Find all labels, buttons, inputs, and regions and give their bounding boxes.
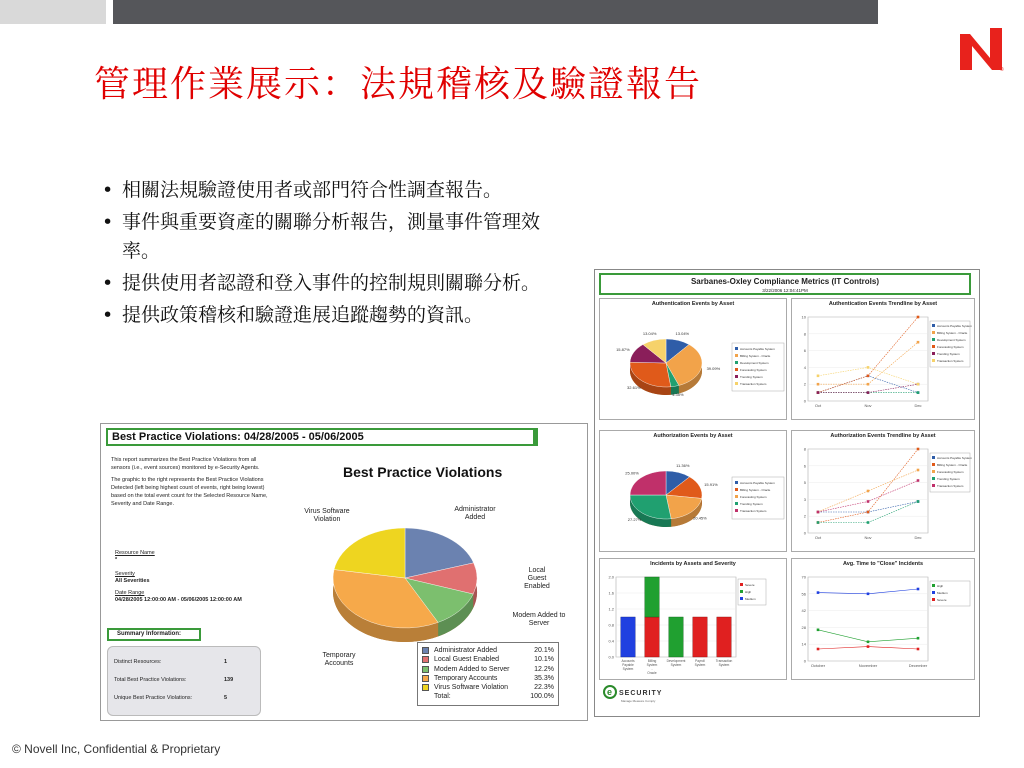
auth-legend-label: Billing System - Oracle bbox=[740, 354, 771, 358]
incidents-bar bbox=[669, 617, 683, 657]
authz-trend-legend-swatch bbox=[932, 477, 935, 480]
legend-swatch bbox=[422, 684, 429, 691]
incidents-xtick: Payable bbox=[622, 663, 634, 667]
authz-trend-ytick: 8 bbox=[803, 446, 806, 452]
close-time-ytick: 28 bbox=[801, 624, 806, 630]
close-time-legend-label: High bbox=[937, 584, 944, 588]
bp-slice-4 bbox=[334, 528, 405, 578]
summary-header: Summary Information: bbox=[107, 628, 201, 641]
authz-legend-swatch bbox=[735, 481, 738, 484]
report-description bbox=[111, 456, 271, 512]
auth-trend-point bbox=[867, 391, 870, 394]
auth-trend-xtick: Dec bbox=[914, 403, 922, 408]
auth-trend-point bbox=[817, 391, 820, 394]
authz-trend-point bbox=[917, 469, 920, 472]
authz-events-pie-chart bbox=[600, 443, 788, 553]
incidents-xtick: - bbox=[651, 667, 653, 671]
field-value: * bbox=[115, 557, 118, 563]
incidents-xtick: Accounts bbox=[621, 659, 635, 663]
field-label: Resource Name bbox=[115, 550, 155, 556]
authz-trend-panel bbox=[791, 430, 975, 552]
auth-trend-point bbox=[867, 375, 870, 378]
auth-trend-legend-swatch bbox=[932, 352, 935, 355]
topbar-light-segment bbox=[0, 0, 106, 24]
auth-slice-label: 32.61% bbox=[627, 384, 641, 390]
esecurity-brand bbox=[603, 685, 662, 703]
bullet-item: • 相關法規驗證使用者或部門符合性調查報告。 bbox=[100, 176, 540, 205]
svg-text:®: ® bbox=[1000, 67, 1004, 72]
incidents-ytick: 1.2 bbox=[608, 606, 614, 612]
incidents-ytick: 0.4 bbox=[608, 638, 614, 644]
auth-trend-line-chart bbox=[792, 311, 976, 421]
auth-trend-point bbox=[867, 383, 870, 386]
close-time-panel bbox=[791, 558, 975, 680]
legend-name: Administrator Added bbox=[434, 647, 498, 654]
date-range-field bbox=[115, 590, 242, 604]
auth-trend-legend-label: Billing System - Oracle bbox=[937, 331, 968, 335]
authz-trend-legend-swatch bbox=[932, 456, 935, 459]
authz-trend-ytick: 6 bbox=[803, 463, 806, 469]
authz-trend-point bbox=[817, 521, 820, 524]
legend-name: Temporary Accounts bbox=[434, 674, 498, 682]
panel-title: Authorization Events Trendline by Asset bbox=[830, 433, 936, 439]
novell-n-logo-icon bbox=[958, 28, 1004, 72]
auth-legend-label: Forecasting System bbox=[740, 368, 767, 372]
authz-trend-legend-label: Trending System bbox=[937, 477, 960, 481]
authz-events-pie-panel bbox=[599, 430, 787, 552]
authz-trend-ytick: 2 bbox=[803, 513, 806, 519]
auth-trend-legend-label: Accounts Payable System bbox=[937, 324, 972, 328]
legend-item bbox=[422, 646, 554, 655]
authz-trend-line-chart bbox=[792, 443, 976, 553]
close-time-xtick: October bbox=[810, 663, 826, 668]
incidents-xtick: System bbox=[718, 663, 730, 667]
legend-swatch bbox=[422, 666, 429, 673]
incidents-legend-swatch bbox=[740, 597, 743, 600]
close-time-legend-label: Severe bbox=[937, 598, 947, 602]
auth-legend-label: Development System bbox=[740, 361, 769, 365]
authz-trend-point bbox=[867, 511, 870, 514]
authz-legend-label: Accounts Payable System bbox=[740, 481, 775, 485]
auth-legend-swatch bbox=[735, 382, 738, 385]
incidents-xtick: Development bbox=[666, 659, 686, 663]
slice-label-virus: Virus Software Violation bbox=[304, 508, 350, 523]
auth-trend-ytick: 2 bbox=[803, 381, 806, 387]
close-time-point bbox=[867, 593, 870, 596]
legend-name: Modem Added to Server bbox=[434, 665, 510, 673]
authz-trend-point bbox=[917, 500, 920, 503]
close-time-legend-swatch bbox=[932, 584, 935, 587]
auth-legend-swatch bbox=[735, 361, 738, 364]
close-time-point bbox=[817, 629, 820, 632]
auth-legend-label: Transaction System bbox=[740, 382, 767, 386]
report-title bbox=[599, 273, 971, 295]
legend-item bbox=[422, 665, 554, 674]
incidents-xtick: Transaction bbox=[715, 659, 733, 663]
close-time-legend-swatch bbox=[932, 598, 935, 601]
auth-trend-point bbox=[917, 383, 920, 386]
bullet-item: • 提供政策稽核和驗證進展追蹤趨勢的資訊。 bbox=[100, 301, 540, 330]
field-value: 04/28/2005 12:00:00 AM - 05/06/2005 12:00:00 AM bbox=[115, 597, 242, 603]
authz-trend-ytick: 5 bbox=[803, 480, 806, 486]
incidents-ytick: 1.6 bbox=[608, 590, 614, 596]
authz-trend-legend-label: Billing System - Oracle bbox=[937, 463, 968, 467]
close-time-point bbox=[817, 591, 820, 594]
auth-legend-label: Trending System bbox=[740, 375, 763, 379]
authz-trend-ytick: 3 bbox=[803, 496, 806, 502]
auth-trend-point bbox=[917, 316, 920, 319]
authz-trend-xtick: Nov bbox=[864, 535, 872, 540]
close-time-xtick: December bbox=[908, 663, 928, 668]
summary-value: 1 bbox=[224, 659, 228, 665]
description-paragraph: This report summarizes the Best Practice Violations from all sensors (i.e., event sources) monitored by e-Security Agents. bbox=[111, 457, 260, 471]
incidents-bar-panel bbox=[599, 558, 787, 680]
incidents-xtick: System bbox=[670, 663, 682, 667]
close-time-ytick: 14 bbox=[801, 641, 806, 647]
authz-trend-xtick: Oct bbox=[814, 535, 822, 540]
close-time-ytick: 56 bbox=[801, 591, 806, 597]
close-time-ytick: 42 bbox=[801, 608, 806, 614]
incidents-xtick: Billing bbox=[647, 659, 657, 663]
legend-item bbox=[422, 674, 554, 683]
auth-events-pie-panel bbox=[599, 298, 787, 420]
authz-slice-label: 11.36% bbox=[676, 463, 690, 469]
authz-trend-point bbox=[867, 490, 870, 493]
auth-slice-label: 39.09% bbox=[706, 366, 721, 372]
field-label: Severity bbox=[115, 571, 135, 577]
legend-name: Virus Software Violation bbox=[434, 684, 509, 692]
legend-swatch bbox=[422, 656, 429, 663]
incidents-bar-chart bbox=[600, 571, 788, 681]
brand-tagline: Manage Measure Comply bbox=[621, 699, 656, 703]
close-time-point bbox=[817, 648, 820, 651]
incidents-xtick: Oracle bbox=[647, 671, 657, 675]
authz-slice-label: 15.91% bbox=[704, 481, 718, 487]
authz-trend-legend-swatch bbox=[932, 470, 935, 473]
authz-slice-label: 20.45% bbox=[693, 515, 707, 521]
authz-legend-swatch bbox=[735, 502, 738, 505]
panel-title: Avg. Time to "Close" Incidents bbox=[842, 561, 924, 567]
auth-legend-swatch bbox=[735, 347, 738, 350]
close-time-point bbox=[917, 588, 920, 591]
auth-trend-xtick: Nov bbox=[864, 403, 872, 408]
incidents-xtick: System bbox=[646, 663, 658, 667]
incidents-legend-swatch bbox=[740, 590, 743, 593]
incidents-legend-label: High bbox=[745, 590, 752, 594]
close-time-legend-label: Medium bbox=[937, 591, 948, 595]
close-time-point bbox=[917, 637, 920, 640]
legend-percent: 20.1% bbox=[534, 647, 554, 654]
incidents-xtick: System bbox=[694, 663, 706, 667]
auth-trend-point bbox=[917, 391, 920, 394]
authz-slice-label: 25.00% bbox=[625, 470, 639, 476]
legend-item bbox=[422, 683, 554, 692]
auth-trend-ytick: 0 bbox=[803, 398, 806, 404]
auth-legend-swatch bbox=[735, 368, 738, 371]
legend-name: Local Guest Enabled bbox=[434, 656, 499, 664]
brand-name: SECURITY bbox=[619, 690, 663, 697]
sox-compliance-report bbox=[594, 269, 980, 717]
summary-label: Distinct Resources: bbox=[114, 659, 162, 665]
resource-name-field bbox=[115, 550, 155, 564]
bullet-list bbox=[100, 176, 540, 333]
legend-total-label: Total: bbox=[434, 693, 451, 701]
close-time-point bbox=[917, 648, 920, 651]
auth-slice-label: 15.87% bbox=[616, 346, 630, 352]
panel-title: Authentication Events by Asset bbox=[651, 301, 735, 307]
legend-percent: 22.3% bbox=[534, 684, 554, 692]
auth-trend-legend-label: Transaction System bbox=[937, 359, 964, 363]
slide-title: 管理作業展示：法規稽核及驗證報告 bbox=[94, 64, 703, 105]
summary-label: Total Best Practice Violations: bbox=[114, 677, 187, 683]
close-time-line-chart bbox=[792, 571, 976, 681]
best-practice-pie-chart bbox=[327, 520, 487, 650]
authz-slice-label: 27.27% bbox=[627, 517, 642, 523]
incidents-ytick: 2.0 bbox=[608, 574, 614, 580]
auth-slice-label: 13.04% bbox=[675, 330, 690, 336]
authz-trend-point bbox=[867, 500, 870, 503]
authz-trend-point bbox=[917, 448, 920, 451]
auth-trend-ytick: 10 bbox=[801, 314, 806, 320]
incidents-ytick: 0.0 bbox=[608, 654, 614, 660]
auth-trend-legend-swatch bbox=[932, 331, 935, 334]
auth-trend-point bbox=[817, 375, 820, 378]
authz-legend-label: Forecasting System bbox=[740, 495, 767, 499]
auth-trend-ytick: 4 bbox=[803, 364, 806, 370]
footer-copyright: © Novell Inc, Confidential & Proprietary bbox=[12, 742, 221, 756]
legend-percent: 10.1% bbox=[534, 656, 554, 664]
auth-slice-label: 13.04% bbox=[642, 330, 657, 336]
slice-label-temp: Temporary Accounts bbox=[322, 652, 356, 667]
close-time-legend-frame bbox=[930, 581, 970, 606]
legend-percent: 35.3% bbox=[534, 674, 554, 682]
authz-trend-point bbox=[817, 511, 820, 514]
slice-label-guest: Local Guest Enabled bbox=[524, 567, 550, 590]
auth-trend-ytick: 8 bbox=[803, 331, 806, 337]
legend-swatch bbox=[422, 647, 429, 654]
close-time-ytick: 70 bbox=[801, 574, 806, 580]
auth-trend-legend-swatch bbox=[932, 345, 935, 348]
auth-trend-legend-swatch bbox=[932, 338, 935, 341]
close-time-legend-swatch bbox=[932, 591, 935, 594]
auth-slice-label: 4.35% bbox=[672, 392, 684, 398]
authz-trend-legend-label: Accounts Payable System bbox=[937, 456, 972, 460]
auth-trend-ytick: 6 bbox=[803, 348, 806, 354]
authz-trend-point bbox=[867, 521, 870, 524]
close-time-ytick: 0 bbox=[803, 658, 806, 664]
authz-legend-label: Billing System - Oracle bbox=[740, 488, 771, 492]
incidents-xtick: Payroll bbox=[695, 659, 705, 663]
summary-box bbox=[107, 646, 261, 716]
auth-trend-legend-swatch bbox=[932, 359, 935, 362]
auth-trend-legend-swatch bbox=[932, 324, 935, 327]
summary-value: 139 bbox=[224, 677, 234, 683]
bullet-item: • 提供使用者認證和登入事件的控制規則關聯分析。 bbox=[100, 269, 540, 298]
close-time-xtick: November bbox=[858, 663, 878, 668]
report-timestamp: 3/22/2006 12:04:41PM bbox=[762, 288, 808, 293]
auth-trend-point bbox=[867, 366, 870, 369]
close-time-point bbox=[867, 641, 870, 644]
authz-legend-swatch bbox=[735, 488, 738, 491]
incidents-legend-label: Medium bbox=[745, 597, 756, 601]
bullet-item: • 事件與重要資產的關聯分析報告，測量事件管理效率。 bbox=[100, 208, 540, 266]
authz-trend-legend-label: Transaction System bbox=[937, 484, 964, 488]
auth-trend-legend-label: Forecasting System bbox=[937, 345, 964, 349]
authz-legend-swatch bbox=[735, 495, 738, 498]
auth-trend-xtick: Oct bbox=[814, 403, 822, 408]
auth-legend-label: Accounts Payable System bbox=[740, 347, 775, 351]
incidents-legend-label: Severe bbox=[745, 583, 755, 587]
severity-field bbox=[115, 571, 150, 585]
authz-legend-label: Transaction System bbox=[740, 509, 767, 513]
panel-title: Authorization Events by Asset bbox=[653, 433, 733, 439]
auth-trend-point bbox=[817, 383, 820, 386]
legend-swatch bbox=[422, 675, 429, 682]
legend-total-value: 100.0% bbox=[530, 693, 554, 701]
field-value: All Severities bbox=[115, 578, 150, 584]
incidents-bar bbox=[693, 617, 707, 657]
incidents-bar bbox=[621, 617, 635, 657]
incidents-bar bbox=[645, 577, 659, 617]
auth-trend-legend-label: Trending System bbox=[937, 352, 960, 356]
legend-total bbox=[422, 692, 554, 701]
incidents-legend-swatch bbox=[740, 583, 743, 586]
report-title-text: Sarbanes-Oxley Compliance Metrics (IT Controls) bbox=[690, 277, 880, 286]
auth-trend-point bbox=[917, 341, 920, 344]
summary-value: 5 bbox=[224, 695, 228, 701]
authz-legend-swatch bbox=[735, 509, 738, 512]
authz-trend-point bbox=[917, 479, 920, 482]
panel-title: Incidents by Assets and Severity bbox=[650, 561, 736, 567]
slice-label-modem: Modem Added to Server bbox=[512, 612, 566, 627]
close-time-point bbox=[867, 645, 870, 648]
field-label: Date Range bbox=[115, 590, 145, 596]
topbar-dark-segment bbox=[113, 0, 878, 24]
legend-percent: 12.2% bbox=[534, 665, 554, 673]
authz-trend-legend-swatch bbox=[932, 484, 935, 487]
incidents-xtick: System bbox=[622, 667, 634, 671]
authz-trend-ytick: 0 bbox=[803, 530, 806, 536]
auth-events-pie-chart bbox=[600, 311, 788, 421]
best-practice-report bbox=[100, 423, 588, 721]
auth-trend-panel bbox=[791, 298, 975, 420]
authz-legend-label: Trending System bbox=[740, 502, 763, 506]
legend-item bbox=[422, 655, 554, 664]
summary-label: Unique Best Practice Violations: bbox=[114, 695, 193, 701]
incidents-bar bbox=[717, 617, 731, 657]
auth-trend-plot-area bbox=[808, 317, 928, 401]
auth-legend-swatch bbox=[735, 354, 738, 357]
report-header: Best Practice Violations: 04/28/2005 - 05/06/2005 bbox=[106, 428, 538, 446]
incidents-bar bbox=[645, 617, 659, 657]
auth-trend-legend-label: Development System bbox=[937, 338, 966, 342]
authz-trend-legend-swatch bbox=[932, 463, 935, 466]
authz-trend-legend-label: Forecasting System bbox=[937, 470, 964, 474]
slice-label-admin: Administrator Added bbox=[454, 506, 496, 521]
panel-title: Authentication Events Trendline by Asset bbox=[828, 301, 938, 307]
incidents-ytick: 0.8 bbox=[608, 622, 614, 628]
authz-trend-xtick: Dec bbox=[914, 535, 922, 540]
description-paragraph: The graphic to the right represents the Best Practice Violations Detected (left being highest count of events, right being lowest) based on the total event count for the Selected Resource Name, Severity and Date Range. bbox=[111, 477, 268, 507]
auth-legend-swatch bbox=[735, 375, 738, 378]
esecurity-logo-icon: e bbox=[603, 685, 617, 699]
chart-title: Best Practice Violations bbox=[343, 464, 503, 480]
pie-legend bbox=[417, 642, 559, 706]
